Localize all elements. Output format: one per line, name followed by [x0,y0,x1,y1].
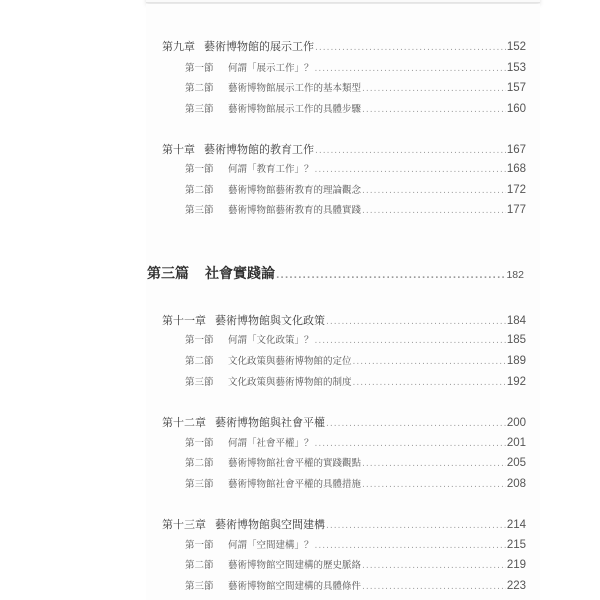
toc-chapter-entry[interactable] [162,516,526,532]
page-number: 192 [506,376,526,388]
previous-page-edge [146,0,540,3]
page-number: 200 [506,417,526,429]
page-number: 184 [506,315,526,327]
dot-leader [326,317,506,327]
section-title: 何謂「教育工作」？ [228,164,314,175]
page-number: 219 [506,559,526,571]
section-number: 第二節 [185,458,214,469]
toc-section-entry[interactable] [185,537,526,551]
section-number: 第三節 [185,377,214,388]
chapter-number: 第十一章 [162,314,206,327]
dot-leader [315,64,506,74]
dot-leader [315,541,506,551]
section-title: 何謂「文化政策」？ [228,335,314,346]
page-number: 223 [506,580,526,592]
dot-leader [315,43,506,53]
section-title: 藝術博物館展示工作的基本類型 [228,83,362,94]
chapter-number: 第十三章 [162,518,206,531]
toc-chapter-entry[interactable] [162,312,526,328]
toc-chapter-entry[interactable] [162,141,526,157]
section-number: 第二節 [185,83,214,94]
page-number: 167 [506,144,526,156]
section-number: 第二節 [185,560,214,571]
section-number: 第二節 [185,356,214,367]
section-number: 第三節 [185,581,214,592]
page-number: 177 [506,204,526,216]
toc-chapter-entry[interactable] [162,38,526,54]
page-number: 208 [506,478,526,490]
page-number: 157 [506,82,526,94]
toc-section-entry[interactable] [185,557,526,571]
section-title: 藝術博物館藝術教育的具體實踐 [228,205,362,216]
section-title: 藝術博物館社會平權的實踐觀點 [228,458,362,469]
chapter-number: 第九章 [162,40,195,53]
chapter-title: 藝術博物館與文化政策 [215,314,325,327]
dot-leader [362,459,506,469]
dot-leader [362,206,506,216]
page-number: 185 [506,334,526,346]
section-number: 第三節 [185,205,214,216]
section-title: 文化政策與藝術博物館的定位 [228,356,352,367]
section-title: 藝術博物館空間建構的具體條件 [228,581,362,592]
section-title: 藝術博物館藝術教育的理論觀念 [228,185,362,196]
toc-section-entry[interactable] [185,332,526,346]
page-number: 182 [506,269,524,281]
dot-leader [362,84,506,94]
page-number: 215 [506,539,526,551]
toc-section-entry[interactable] [185,202,526,216]
chapter-title: 藝術博物館與空間建構 [215,518,325,531]
dot-leader [315,146,506,156]
section-number: 第一節 [185,164,214,175]
section-number: 第二節 [185,185,214,196]
toc-section-entry[interactable] [185,60,526,74]
section-title: 藝術博物館空間建構的歷史脈絡 [228,560,362,571]
dot-leader [362,582,506,592]
chapter-number: 第十章 [162,143,195,156]
toc-section-entry[interactable] [185,353,526,367]
toc-section-entry[interactable] [185,374,526,388]
section-title: 藝術博物館社會平權的具體措施 [228,479,362,490]
toc-section-entry[interactable] [185,578,526,592]
chapter-title: 藝術博物館的教育工作 [204,143,314,156]
part-title: 社會實踐論 [205,266,275,282]
page-number: 168 [506,163,526,175]
section-number: 第三節 [185,479,214,490]
page-number: 189 [506,355,526,367]
section-number: 第一節 [185,540,214,551]
page-number: 152 [506,41,526,53]
dot-leader [326,521,506,531]
toc-chapter-entry[interactable] [162,414,526,430]
dot-leader [276,271,505,281]
dot-leader [315,439,506,449]
section-title: 何謂「展示工作」？ [228,63,314,74]
dot-leader [362,105,506,115]
dot-leader [362,186,506,196]
section-number: 第一節 [185,438,214,449]
part-number: 第三篇 [147,266,189,282]
chapter-number: 第十二章 [162,416,206,429]
toc-section-entry[interactable] [185,476,526,490]
dot-leader [315,165,506,175]
dot-leader [315,336,506,346]
chapter-title: 藝術博物館的展示工作 [204,40,314,53]
page-number: 160 [506,103,526,115]
page-number: 153 [506,62,526,74]
section-number: 第一節 [185,335,214,346]
toc-section-entry[interactable] [185,455,526,469]
section-number: 第一節 [185,63,214,74]
toc-section-entry[interactable] [185,161,526,175]
page-number: 205 [506,457,526,469]
dot-leader [353,357,506,367]
toc-section-entry[interactable] [185,182,526,196]
page-number: 201 [506,437,526,449]
section-title: 何謂「空間建構」？ [228,540,314,551]
dot-leader [362,561,506,571]
section-title: 藝術博物館展示工作的具體步驟 [228,104,362,115]
section-title: 何謂「社會平權」？ [228,438,314,449]
page-number: 214 [506,519,526,531]
dot-leader [362,480,506,490]
toc-part-entry[interactable] [147,263,524,283]
page-number: 172 [506,184,526,196]
toc-section-entry[interactable] [185,80,526,94]
section-number: 第三節 [185,104,214,115]
section-title: 文化政策與藝術博物館的制度 [228,377,352,388]
chapter-title: 藝術博物館與社會平權 [215,416,325,429]
toc-section-entry[interactable] [185,101,526,115]
toc-section-entry[interactable] [185,435,526,449]
dot-leader [326,419,506,429]
dot-leader [353,378,506,388]
